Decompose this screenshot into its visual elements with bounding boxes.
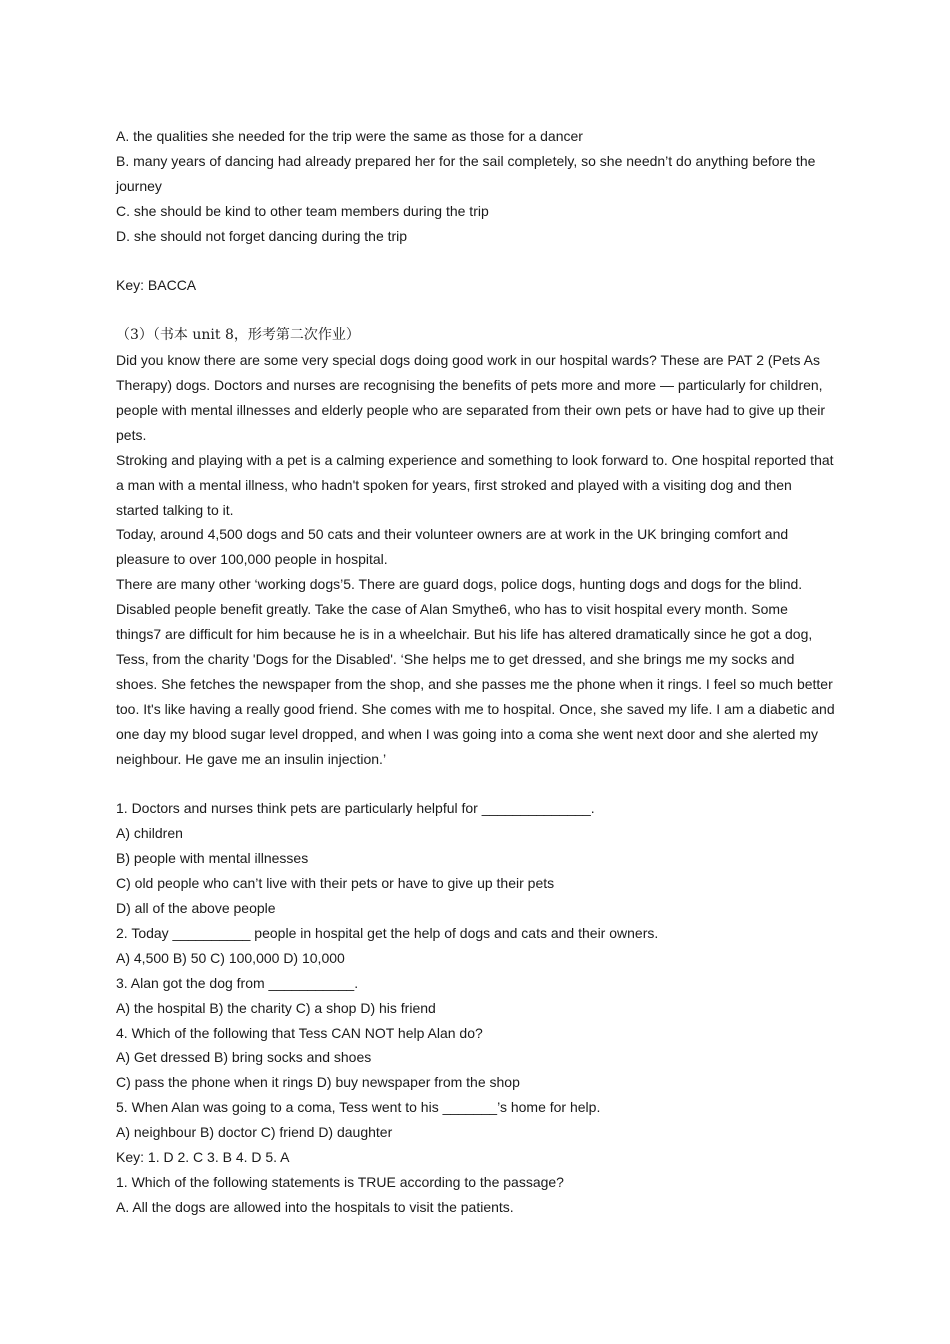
next-question-1-option-a: A. All the dogs are allowed into the hospitals to visit the patients. bbox=[116, 1198, 514, 1215]
answer-key: Key: BACCA bbox=[116, 277, 197, 294]
question-4: 4. Which of the following that Tess CAN NOT help Alan do? bbox=[116, 1024, 483, 1041]
passage-paragraph-4: There are many other ‘working dogs’5. There are guard dogs, police dogs, hunting dogs and dogs for the blind. Disabled people benefit greatly. Take the case of Alan Smythe6, who has to visit hospital every month. Some things7 are difficult for him because he is in a wheelchair. But his life has altered dramatically since he got a dog, Tess, from the charity 'Dogs for the Disabled'. ‘She helps me to get dressed, and she brings me my socks and shoes. She fetches the newspaper from the shop, and she passes me the phone when it rings. I feel so much better too. It's like having a really good friend. She comes with me to hospital. Once, she saved my life. I am a diabetic and one day my blood sugar level dropped, and when I was going into a coma she went next door and she alerted my neighbour. He gave me an insulin injection.’ bbox=[116, 576, 839, 767]
question-1: 1. Doctors and nurses think pets are particularly helpful for ______________. bbox=[116, 800, 595, 817]
next-question-1: 1. Which of the following statements is TRUE according to the passage? bbox=[116, 1174, 564, 1191]
question-2: 2. Today __________ people in hospital get the help of dogs and cats and their owners. bbox=[116, 924, 659, 941]
passage-paragraph-2: Stroking and playing with a pet is a calming experience and something to look forward to. One hospital reported that a man with a mental illness, who hadn't spoken for years, first stroked and played with a visiting dog and then started talking to it. bbox=[116, 451, 838, 518]
spacer bbox=[116, 298, 836, 323]
option-a: A. the qualities she needed for the trip were the same as those for a dancer bbox=[116, 128, 583, 144]
document-page bbox=[116, 124, 839, 1220]
question-5-options: A) neighbour B) doctor C) friend D) daughter bbox=[116, 1124, 393, 1141]
question-3: 3. Alan got the dog from ___________. bbox=[116, 974, 359, 991]
option-b: B. many years of dancing had already prepared her for the sail completely, so she needn’t do anything before the journey bbox=[116, 152, 820, 194]
section-heading: （3）（书本 unit 8，形考第二次作业） bbox=[116, 327, 360, 344]
passage-paragraph-1: Did you know there are some very special dogs doing good work in our hospital wards? These are PAT 2 (Pets As Therapy) dogs. Doctors and nurses are recognising the benefits of pets more and more — particularly for children, people with mental illnesses and elderly people who are separated from their own pets or have had to give up their pets. bbox=[116, 352, 829, 443]
question-4-options-1: A) Get dressed B) bring socks and shoes bbox=[116, 1049, 372, 1066]
question-1-option-c: C) old people who can’t live with their pets or have to give up their pets bbox=[116, 875, 555, 892]
question-3-options: A) the hospital B) the charity C) a shop D) his friend bbox=[116, 999, 436, 1016]
question-1-option-b: B) people with mental illnesses bbox=[116, 850, 309, 867]
spacer bbox=[116, 772, 836, 797]
question-4-options-2: C) pass the phone when it rings D) buy newspaper from the shop bbox=[116, 1074, 520, 1091]
question-5: 5. When Alan was going to a coma, Tess went to his _______’s home for help. bbox=[116, 1099, 601, 1116]
question-1-option-a: A) children bbox=[116, 825, 183, 842]
answer-key-2: Key: 1. D 2. C 3. B 4. D 5. A bbox=[116, 1149, 290, 1166]
question-2-options: A) 4,500 B) 50 C) 100,000 D) 10,000 bbox=[116, 949, 345, 966]
option-c: C. she should be kind to other team members during the trip bbox=[116, 202, 489, 219]
passage-paragraph-3: Today, around 4,500 dogs and 50 cats and their volunteer owners are at work in the UK bringing comfort and pleasure to over 100,000 people in hospital. bbox=[116, 526, 793, 568]
question-1-option-d: D) all of the above people bbox=[116, 900, 276, 917]
spacer bbox=[116, 249, 836, 274]
option-d: D. she should not forget dancing during the trip bbox=[116, 227, 408, 244]
